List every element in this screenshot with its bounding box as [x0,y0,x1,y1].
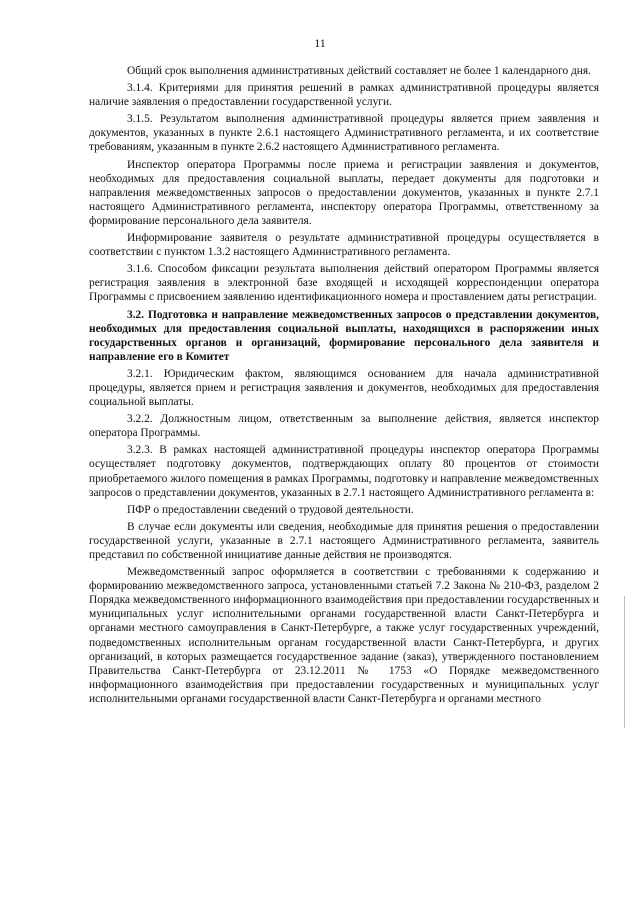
paragraph-3-2-2: 3.2.2. Должностным лицом, ответственным за выполнение действия, является инспектор оператора Программы. [89,413,599,440]
paragraph-pfr: ПФР о предоставлении сведений о трудовой деятельности. [127,503,414,516]
document-body [89,64,599,709]
paragraph-informing: Информирование заявителя о результате административной процедуры осуществляется в соответствии с пунктом 1.3.2 настоящего Административного регламента. [89,232,599,259]
paragraph-exception: В случае если документы или сведения, необходимые для принятия решения о предоставлении государственной услуги, указанные в 2.7.1 настоящего Административного регламента, заявитель представил по собственной инициативе данные действия не производятся. [89,520,599,561]
paragraph-1: Общий срок выполнения административных действий составляет не более 1 календарного дня. [127,65,591,77]
page-number: 11 [314,36,326,50]
paragraph-interagency-request: Межведомственный запрос оформляется в соответствии с требованиями к содержанию и формированию межведомственного запроса, установленными статьей 7.2 Закона № 210-ФЗ, разделом 2 Порядка межведомственного информационного взаимодействия при предоставлении государственных и муниципальных услуг исполнительными органами государственной власти Санкт-Петербурга и органами местного самоуправления в Санкт-Петербурге, а также услуг государственных учреждений, подведомственных исполнительным органам государственной власти Санкт-Петербурга, и других организаций, в которых размещается государственное задание (заказ), утвержденного постановлением Правительства Санкт-Петербурга от 23.12.2011 № 1753 «О Порядке межведомственного информационного взаимодействия при предоставлении государственных и муниципальных услуг исполнительными органами государственной власти Санкт-Петербурга и органами местного [89,566,599,705]
paragraph-3-1-6: 3.1.6. Способом фиксации результата выполнения действий оператором Программы является регистрация заявления в электронной базе входящей и исходящей корреспонденции оператора Программы с присвоением заявлению идентификационного номера и проставлением даты регистрации. [89,263,599,304]
paragraph-inspector: Инспектор оператора Программы после приема и регистрации заявления и документов, необходимых для предоставления социальной выплаты, передает документы для подготовки и направления межведомственных запросов о предоставлении документов, указанных в пункте 2.7.1 настоящего Административного регламента, инспектору оператора Программы, ответственному за формирование персонального дела заявителя. [89,158,599,227]
scan-edge-mark [624,596,631,728]
paragraph-3-2-1: 3.2.1. Юридическим фактом, являющимся основанием для начала административной процедуры, является прием и регистрация заявления и документов, необходимых для предоставления социальной выплаты. [89,367,599,409]
paragraph-3-1-4: 3.1.4. Критериями для принятия решений в рамках административной процедуры является наличие заявления о предоставлении государственной услуги. [89,82,599,109]
section-heading-3-2: 3.2. Подготовка и направление межведомственных запросов о представлении документов, необходимых для предоставления социальной выплаты, находящихся в распоряжении иных государственных органов и организаций, формирование персонального дела заявителя и направление его в Комитет [89,308,599,363]
paragraph-3-2-3: 3.2.3. В рамках настоящей административной процедуры инспектор оператора Программы осуществляет подготовку документов, подтверждающих оплату 80 процентов от стоимости приобретаемого жилого помещения в рамках Программы, подготовку и направление межведомственных запросов о представлении документов, указанных в 2.7.1 настоящего Административного регламента в: [89,444,599,499]
paragraph-3-1-5: 3.1.5. Результатом выполнения административной процедуры является прием заявления и документов, указанных в пункте 2.6.1 настоящего Административного регламента, и их соответствие требованиям, указанным в пункте 2.6.2 настоящего Административного регламента. [89,113,599,154]
